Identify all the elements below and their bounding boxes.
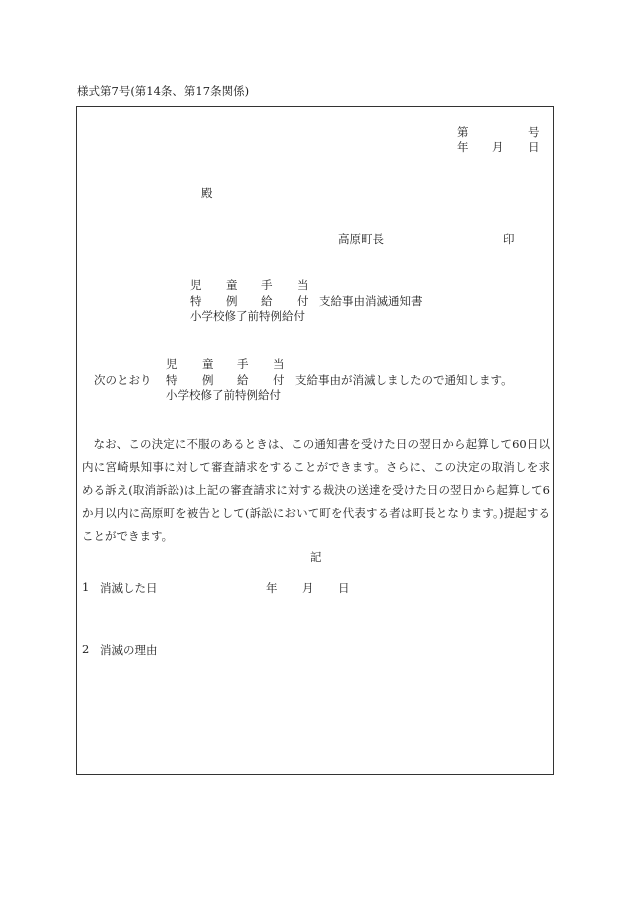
issuer-seal: 印 <box>503 232 515 246</box>
item-date-year: 年 <box>266 581 278 595</box>
notice-char: 童 <box>202 357 214 371</box>
item-label: 消滅した日 <box>100 581 158 595</box>
appeal-notice-text: なお、この決定に不服のあるときは、この通知書を受けた日の翌日から起算して60日以内に宮崎県知事に対して審査請求をすることができます。さらに、この決定の取消しを求める訴え(取消訴訟)は上記の審査請求に対する裁決の送達を受けた日の翌日から起算して6か月以内に高原町を被告として(訴訟において町を代表する者は町長となります。)提起することができます。 <box>82 437 550 543</box>
subject-title: 支給事由消滅通知書 <box>319 294 423 308</box>
notice-alt-line: 小学校修了前特例給付 <box>166 388 281 402</box>
notice-lead: 次のとおり <box>94 373 152 387</box>
notice-char: 給 <box>237 373 249 387</box>
subject-char: 付 <box>297 294 309 308</box>
doc-number-suffix: 号 <box>528 125 540 139</box>
addressee-honorific: 殿 <box>201 186 213 200</box>
subject-char: 給 <box>261 294 273 308</box>
item-number: 2 <box>82 642 90 656</box>
item-number: 1 <box>82 580 90 594</box>
item-date-day: 日 <box>338 581 350 595</box>
date-month: 月 <box>492 140 504 154</box>
date-year: 年 <box>457 140 469 154</box>
form-number-label: 様式第7号(第14条、第17条関係) <box>77 84 250 98</box>
notice-char: 児 <box>166 357 178 371</box>
notice-char: 付 <box>273 373 285 387</box>
notice-char: 例 <box>202 373 214 387</box>
subject-char: 当 <box>297 278 309 292</box>
appeal-notice-paragraph <box>82 433 550 548</box>
subject-char: 児 <box>190 278 202 292</box>
notice-char: 当 <box>273 357 285 371</box>
item-date-month: 月 <box>302 581 314 595</box>
date-day: 日 <box>528 140 540 154</box>
notice-message: 支給事由が消滅しましたので通知します。 <box>295 373 513 387</box>
subject-char: 童 <box>226 278 238 292</box>
ki-heading: 記 <box>310 550 322 564</box>
subject-char: 特 <box>190 294 202 308</box>
item-label: 消滅の理由 <box>100 643 158 657</box>
subject-alt-line: 小学校修了前特例給付 <box>190 309 305 323</box>
issuer-title: 高原町長 <box>338 232 384 246</box>
doc-number-prefix: 第 <box>457 125 469 139</box>
notice-char: 特 <box>166 373 178 387</box>
notice-char: 手 <box>237 357 249 371</box>
subject-char: 手 <box>261 278 273 292</box>
subject-char: 例 <box>226 294 238 308</box>
